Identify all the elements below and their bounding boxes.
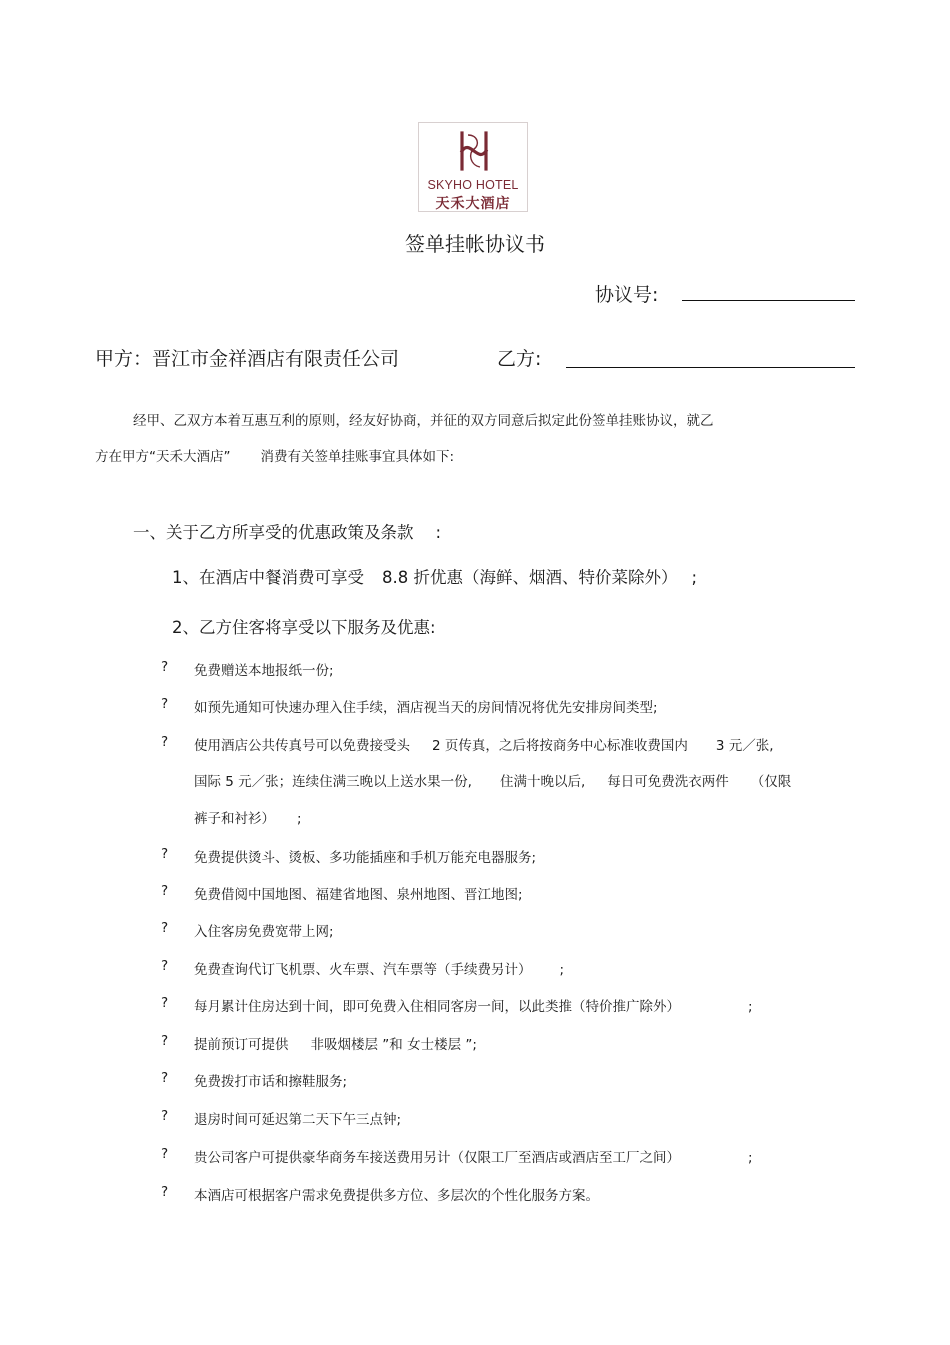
- document-title: 签单挂帐协议书: [405, 232, 545, 256]
- bullet-marker: ?: [161, 659, 169, 675]
- hotel-monogram-icon: [452, 129, 496, 173]
- floors-text-a: 提前预订可提供: [194, 1037, 289, 1053]
- clause-2: 2、乙方住客将享受以下服务及优惠:: [172, 618, 436, 637]
- free-room-semicolon: ;: [748, 999, 753, 1015]
- bullet-item-iron: 免费提供烫斗、烫板、多功能插座和手机万能充电器服务;: [194, 850, 537, 866]
- bullet-marker: ?: [161, 883, 169, 899]
- intro-paragraph-line1: 经甲、乙双方本着互惠互利的原则，经友好协商，并征的双方同意后拟定此份签单挂账协议，就乙: [133, 413, 714, 429]
- bullet-item-maps: 免费借阅中国地图、福建省地图、泉州地图、晋江地图;: [194, 887, 523, 903]
- agreement-number-label: 协议号:: [595, 284, 659, 306]
- fax-text-h: 裤子和衬衫）: [194, 811, 275, 827]
- logo-chinese-name: 天禾大酒店: [435, 196, 511, 212]
- bullet-item-tickets: [194, 958, 564, 978]
- bullet-marker: ?: [161, 734, 169, 750]
- bullet-item-custom-service: 本酒店可根据客户需求免费提供多方位、多层次的个性化服务方案。: [194, 1188, 599, 1204]
- fax-text-f: 每日可免费洗衣两件: [607, 774, 729, 790]
- fax-text-a: 使用酒店公共传真号可以免费接受头: [194, 738, 410, 754]
- intro-hotel-ref: 方在甲方“天禾大酒店”: [95, 449, 231, 465]
- fax-text-c: 3 元／张,: [715, 738, 774, 754]
- clause-1-semicolon: ;: [691, 568, 698, 587]
- bullet-item-free-room: [194, 995, 753, 1015]
- party-b-field[interactable]: [566, 367, 855, 368]
- intro-paragraph-line2: [95, 445, 454, 465]
- bullet-item-fax-line2: [194, 770, 791, 790]
- logo-english-name: SKYHO HOTEL: [427, 178, 519, 192]
- agreement-number-field[interactable]: [682, 300, 855, 301]
- tickets-semicolon: ;: [559, 962, 565, 978]
- fax-text-d: 国际 5 元／张；连续住满三晚以上送水果一份,: [194, 774, 472, 790]
- fax-text-b: 2 页传真，之后将按商务中心标准收费国内: [432, 738, 688, 754]
- clause-1-text-b: 8.8 折优惠（海鲜、烟酒、特价菜除外）: [382, 568, 678, 587]
- bullet-marker: ?: [161, 1146, 169, 1162]
- section-1-title: 一、关于乙方所享受的优惠政策及条款: [133, 523, 414, 542]
- bullet-item-internet: 入住客房免费宽带上网;: [194, 924, 334, 940]
- bullet-marker: ?: [161, 846, 169, 862]
- bullet-marker: ?: [161, 696, 169, 712]
- hotel-logo: [418, 122, 528, 212]
- bullet-marker: ?: [161, 1033, 169, 1049]
- fax-text-g: （仅限: [750, 774, 792, 790]
- bullet-item-newspaper: 免费赠送本地报纸一份;: [194, 663, 334, 679]
- section-1-heading: [133, 519, 441, 543]
- shuttle-text: 贵公司客户可提供豪华商务车接送费用另计（仅限工厂至酒店或酒店至工厂之间）: [194, 1150, 680, 1166]
- bullet-marker: ?: [161, 920, 169, 936]
- section-1-colon: :: [435, 523, 442, 542]
- fax-text-i: ;: [297, 811, 302, 827]
- bullet-item-shuttle: [194, 1146, 753, 1166]
- clause-1-text-a: 1、在酒店中餐消费可享受: [172, 568, 364, 587]
- bullet-marker: ?: [161, 1070, 169, 1086]
- bullet-marker: ?: [161, 1184, 169, 1200]
- bullet-marker: ?: [161, 1108, 169, 1124]
- party-a: 甲方：晋江市金祥酒店有限责任公司: [95, 348, 400, 370]
- bullet-item-late-checkout: 退房时间可延迟第二天下午三点钟;: [194, 1112, 402, 1128]
- intro-scope: 消费有关签单挂账事宜具体如下:: [260, 449, 455, 465]
- clause-1: [172, 564, 697, 588]
- bullet-item-fast-checkin: 如预先通知可快速办理入住手续，酒店视当天的房间情况将优先安排房间类型;: [194, 700, 658, 716]
- party-b-label: 乙方:: [497, 348, 542, 370]
- fax-text-e: 住满十晚以后,: [499, 774, 586, 790]
- tickets-text: 免费查询代订飞机票、火车票、汽车票等（手续费另计）: [194, 962, 532, 978]
- shuttle-semicolon: ;: [748, 1150, 753, 1166]
- free-room-text: 每月累计住房达到十间，即可免费入住相同客房一间，以此类推（特价推广除外）: [194, 999, 680, 1015]
- floors-text-b: 非吸烟楼层 ”和 女士楼层 ”;: [310, 1037, 477, 1053]
- bullet-marker: ?: [161, 995, 169, 1011]
- bullet-item-phone-shoeshine: 免费拨打市话和擦鞋服务;: [194, 1074, 348, 1090]
- bullet-marker: ?: [161, 958, 169, 974]
- bullet-item-fax-line3: [194, 807, 302, 827]
- bullet-item-fax-line1: [194, 734, 774, 754]
- bullet-item-floors: [194, 1033, 477, 1053]
